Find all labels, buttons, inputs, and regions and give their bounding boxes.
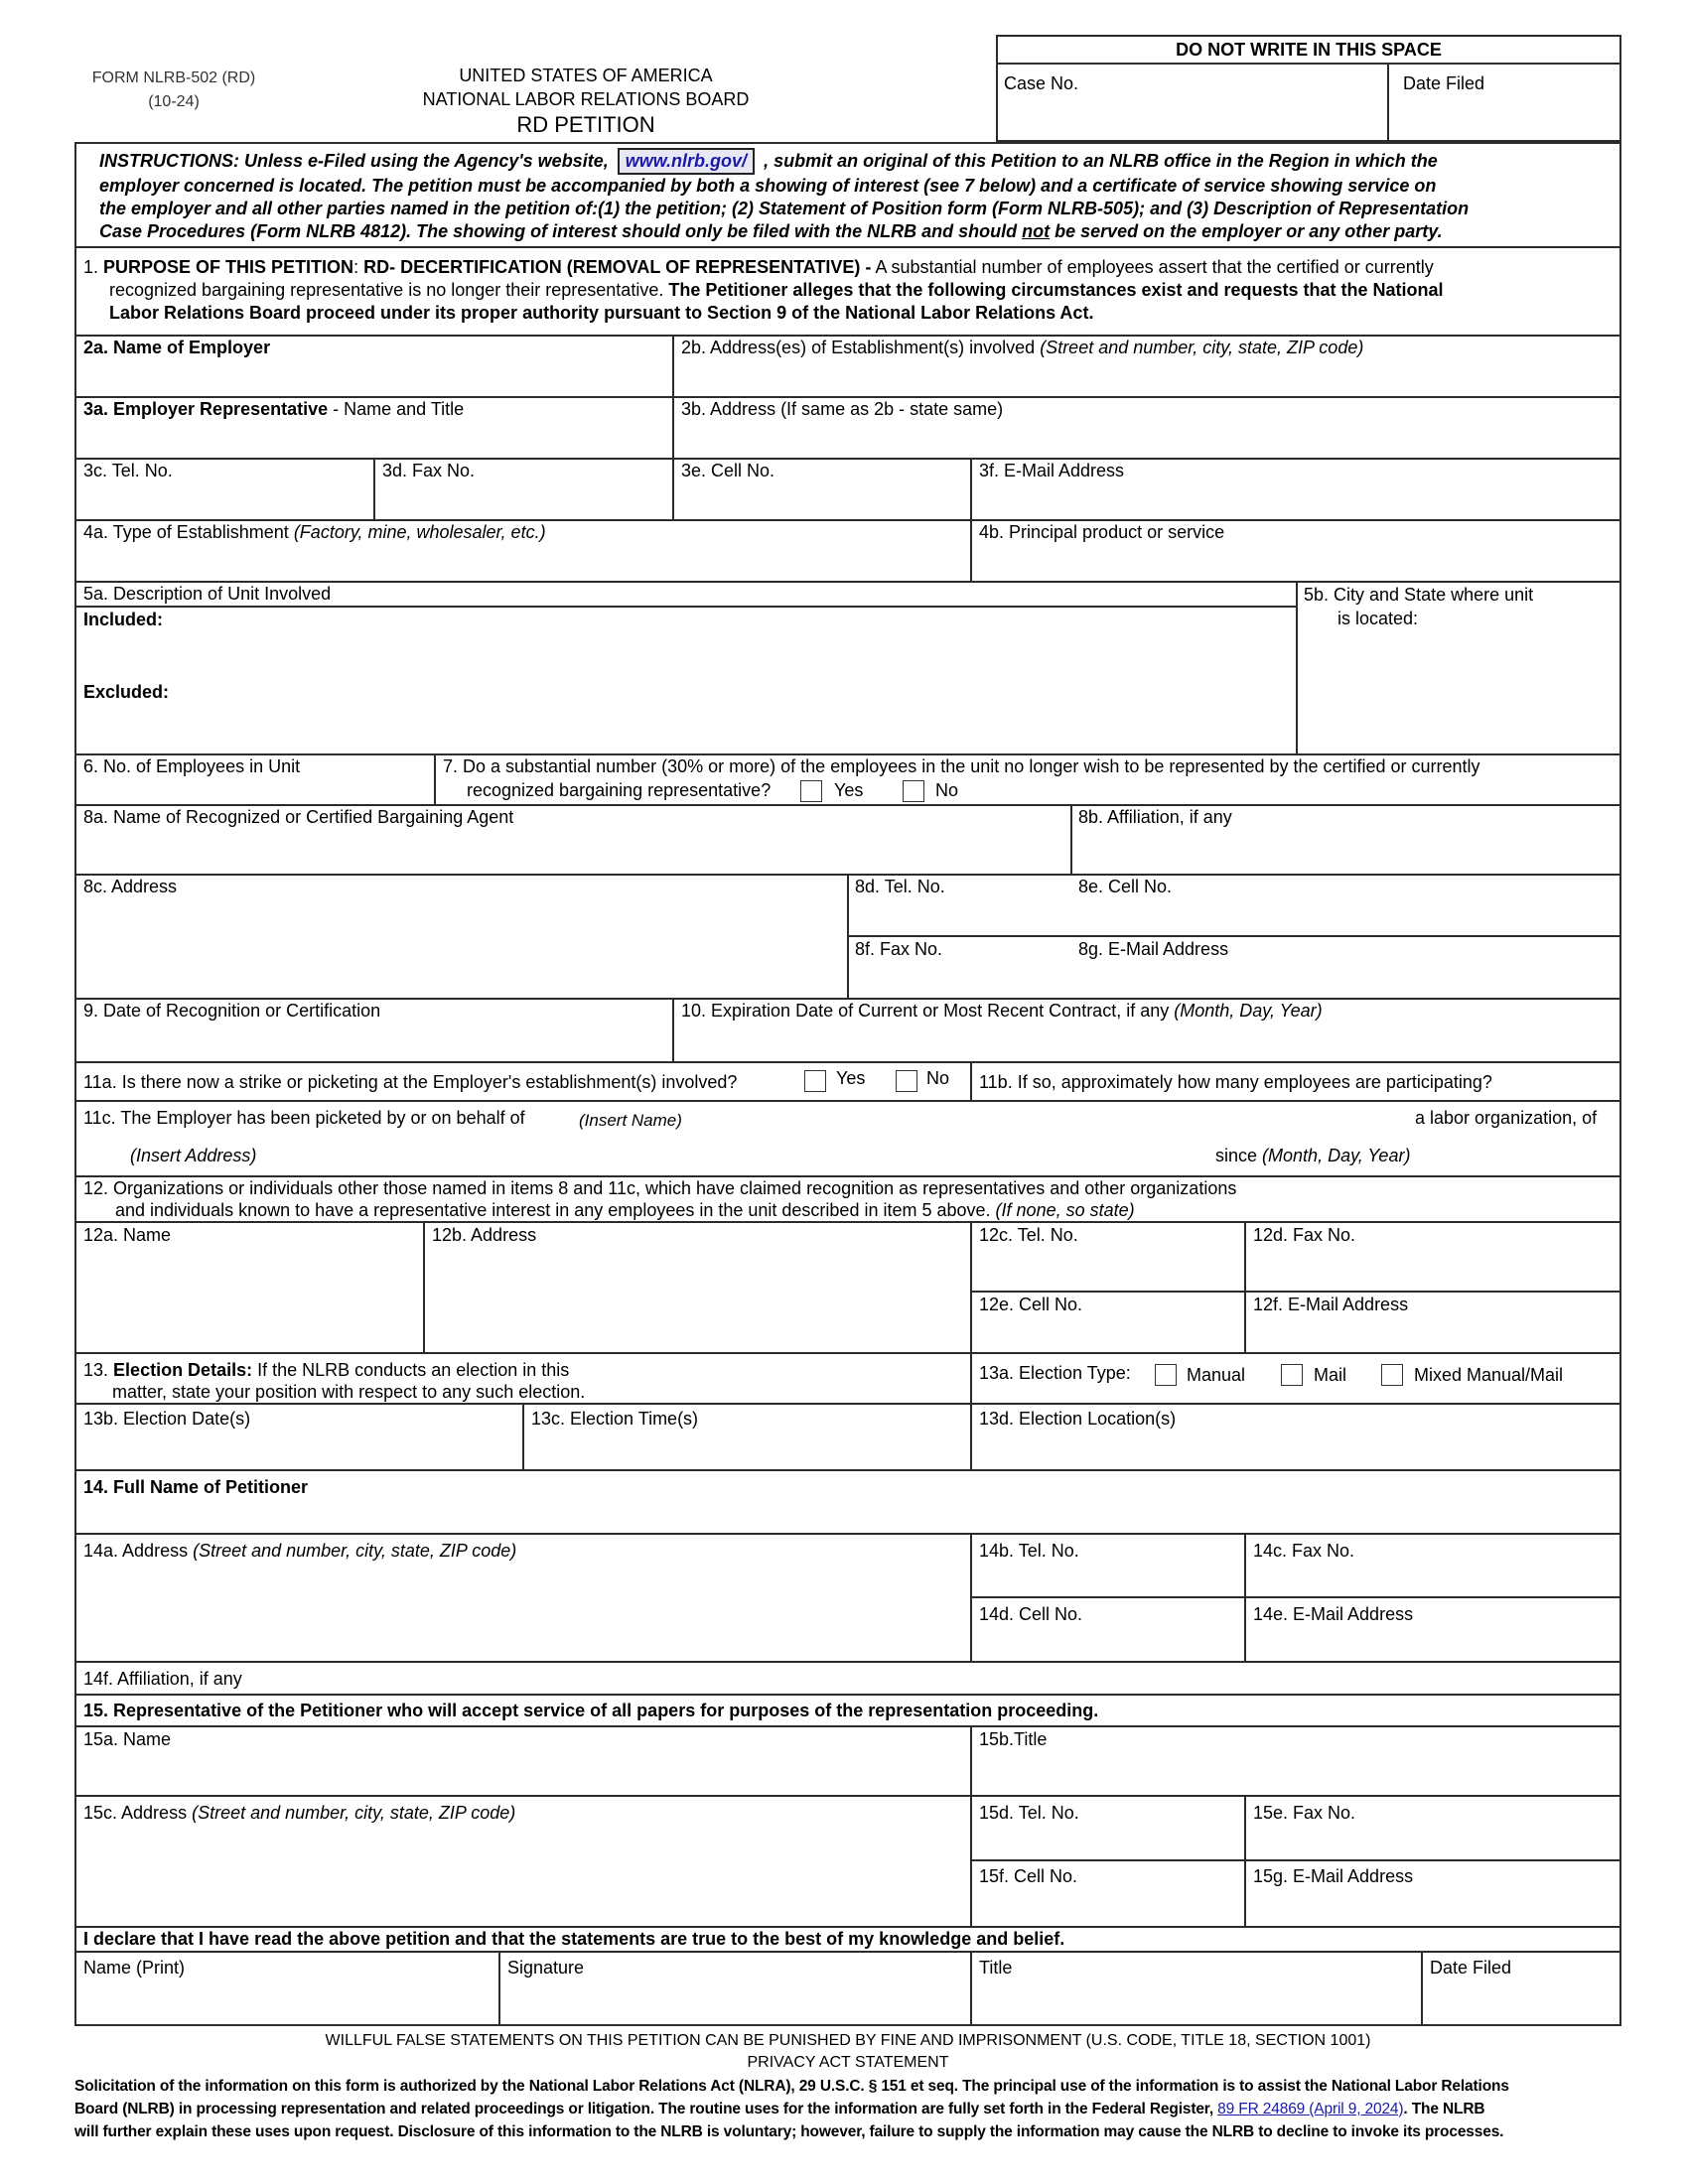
office-date-filed-label: Date Filed: [1403, 73, 1485, 93]
label-15f: 15f. Cell No.: [979, 1866, 1078, 1886]
label-4a: 4a. Type of Establishment: [83, 522, 289, 542]
election-mixed-label: Mixed Manual/Mail: [1414, 1365, 1564, 1385]
petitioner-cell-input[interactable]: [979, 1627, 1241, 1659]
label-3a: 3a. Employer Representative: [83, 399, 329, 419]
label-signature: Signature: [507, 1958, 585, 1978]
label-3f: 3f. E-Mail Address: [979, 461, 1125, 480]
label-8d: 8d. Tel. No.: [855, 877, 945, 896]
label-3e: 3e. Cell No.: [681, 461, 775, 480]
employer-name-input[interactable]: [83, 360, 668, 394]
page-title: RD PETITION: [516, 112, 655, 137]
privacy-line1: Solicitation of the information on this form is authorized by the National Labor Relations Act (NLRA), 29 U.S.C. § 151 et seq. The principal use of the information is to assist the National Labor Relations: [74, 2078, 1509, 2095]
label-3d: 3d. Fax No.: [382, 461, 476, 480]
employer-email-input[interactable]: [979, 483, 1614, 517]
election-date-input[interactable]: [83, 1433, 519, 1466]
q11a-no-label: No: [926, 1068, 950, 1088]
label-14: 14. Full Name of Petitioner: [83, 1477, 309, 1497]
agent-address-input[interactable]: [83, 901, 842, 993]
election-mail-checkbox[interactable]: [1281, 1364, 1303, 1386]
instructions-line3: the employer and all other parties named in the petition of:(1) the petition; (2) Statement of Position form (Form NLRB-505); and (3) Description of Representation: [99, 199, 1470, 218]
label-name-print: Name (Print): [83, 1958, 186, 1978]
agent-fax-input[interactable]: [855, 962, 1067, 996]
purpose-section: [83, 256, 1613, 325]
federal-register-link[interactable]: 89 FR 24869 (April 9, 2024): [1217, 2101, 1404, 2117]
petitioner-address-input[interactable]: [83, 1565, 966, 1658]
employee-count-input[interactable]: [83, 779, 430, 803]
label-13-heading: Election Details:: [113, 1360, 253, 1380]
purpose-colon: :: [353, 257, 359, 277]
representative-name-input[interactable]: [83, 1753, 966, 1791]
purpose-allegation2: Labor Relations Board proceed under its proper authority pursuant to Section 9 of the National Labor Relations Act.: [109, 303, 1094, 323]
purpose-heading: PURPOSE OF THIS PETITION: [103, 257, 354, 277]
q7-no-checkbox[interactable]: [903, 780, 924, 802]
label-14e: 14e. E-Mail Address: [1253, 1604, 1414, 1624]
label-2b-hint: (Street and number, city, state, ZIP code): [1040, 338, 1364, 357]
label-15c: 15c. Address: [83, 1803, 188, 1823]
petitioner-name-input[interactable]: [83, 1501, 1612, 1531]
q11a-yes-label: Yes: [836, 1068, 866, 1088]
instructions: [99, 148, 1609, 243]
employer-fax-input[interactable]: [382, 483, 669, 517]
label-15d: 15d. Tel. No.: [979, 1803, 1079, 1823]
label-12f: 12f. E-Mail Address: [1253, 1295, 1409, 1314]
agent-tel-input[interactable]: [855, 899, 1067, 933]
principal-product-input[interactable]: [979, 545, 1614, 579]
employer-rep-address-input[interactable]: [681, 422, 1614, 456]
label-15c-hint: (Street and number, city, state, ZIP code): [192, 1803, 516, 1823]
label-13a: 13a. Election Type:: [979, 1363, 1131, 1383]
representative-address-input[interactable]: [83, 1827, 966, 1922]
label-15: 15. Representative of the Petitioner who will accept service of all papers for purposes of the representation proceeding.: [83, 1701, 1099, 1720]
label-3c: 3c. Tel. No.: [83, 461, 173, 480]
purpose-number: 1.: [83, 257, 99, 277]
label-11a: 11a. Is there now a strike or picketing at the Employer's establishment(s) involved?: [83, 1072, 738, 1092]
bargaining-agent-name-input[interactable]: [83, 832, 1065, 870]
unit-included-input[interactable]: [83, 632, 1294, 684]
unit-location-input[interactable]: [1304, 635, 1616, 747]
agent-cell-input[interactable]: [1078, 899, 1614, 933]
false-statement-warning: WILLFUL FALSE STATEMENTS ON THIS PETITION CAN BE PUNISHED BY FINE AND IMPRISONMENT (U.S. CODE, TITLE 18, SECTION 1001): [325, 2032, 1371, 2049]
petitioner-fax-input[interactable]: [1253, 1564, 1615, 1595]
label-13c: 13c. Election Time(s): [531, 1409, 699, 1429]
insert-name-hint: (Insert Name): [579, 1111, 682, 1130]
label-5b-line2: is located:: [1337, 609, 1419, 628]
label-12-hint: (If none, so state): [995, 1200, 1135, 1220]
label-12e: 12e. Cell No.: [979, 1295, 1083, 1314]
office-date-filed-input[interactable]: [1403, 97, 1616, 137]
insert-address-hint: (Insert Address): [130, 1146, 257, 1165]
declarant-title-input[interactable]: [979, 1981, 1420, 2023]
label-declaration-date: Date Filed: [1430, 1958, 1512, 1978]
picketing-org-address-input[interactable]: [273, 1140, 1210, 1171]
agency-name: NATIONAL LABOR RELATIONS BOARD: [422, 89, 750, 109]
instructions-line4a: Case Procedures (Form NLRB 4812). The showing of interest should only be filed with the NLRB and should: [99, 221, 1018, 241]
representative-fax-input[interactable]: [1253, 1826, 1615, 1857]
case-no-label: Case No.: [1004, 73, 1079, 93]
label-12-line1: 12. Organizations or individuals other those named in items 8 and 11c, which have claimed recognition as representatives and other organizations: [83, 1178, 1237, 1198]
other-org-tel-input[interactable]: [979, 1249, 1241, 1287]
label-8f: 8f. Fax No.: [855, 939, 943, 959]
q7-no-label: No: [935, 780, 959, 800]
label-13-line1: If the NLRB conducts an election in this: [257, 1360, 570, 1380]
label-4a-hint: (Factory, mine, wholesaler, etc.): [293, 522, 546, 542]
purpose-text2: recognized bargaining representative is no longer their representative.: [109, 280, 664, 300]
label-8c: 8c. Address: [83, 877, 178, 896]
privacy-line3: will further explain these uses upon request. Disclosure of this information to the NLRB is voluntary; however, failure to supply the information may cause the NLRB to decline to invoke its processes.: [74, 2123, 1504, 2140]
label-included: Included:: [83, 610, 163, 629]
q7-yes-checkbox[interactable]: [800, 780, 822, 802]
label-14f: 14f. Affiliation, if any: [83, 1669, 242, 1689]
label-5a: 5a. Description of Unit Involved: [83, 584, 332, 604]
declarant-name-input[interactable]: [83, 1981, 494, 2023]
signature-input[interactable]: [507, 1981, 968, 2023]
declaration-statement: I declare that I have read the above petition and that the statements are true to the best of my knowledge and belief.: [83, 1929, 1065, 1949]
label-13d: 13d. Election Location(s): [979, 1409, 1177, 1429]
label-11c: 11c. The Employer has been picketed by or on behalf of: [83, 1108, 525, 1128]
purpose-allegation1: The Petitioner alleges that the following circumstances exist and requests that the National: [668, 280, 1444, 300]
label-7-line2: recognized bargaining representative?: [467, 780, 772, 800]
label-12c: 12c. Tel. No.: [979, 1225, 1078, 1245]
petitioner-email-input[interactable]: [1253, 1627, 1615, 1659]
label-8a: 8a. Name of Recognized or Certified Bargaining Agent: [83, 807, 514, 827]
instructions-not: not: [1022, 221, 1051, 241]
privacy-line2a: Board (NLRB) in processing representation and related proceedings or litigation. The routine uses for the information are fully set forth in the Federal Register,: [74, 2101, 1213, 2117]
instructions-line4b: be served on the employer or any other party.: [1055, 221, 1443, 241]
label-7-line1: 7. Do a substantial number (30% or more) of the employees in the unit no longer wish to be represented by the certified or currently: [443, 756, 1480, 776]
agent-affiliation-input[interactable]: [1078, 832, 1614, 870]
label-13-line2: matter, state your position with respect to any such election.: [112, 1382, 586, 1402]
q11a-yes-checkbox[interactable]: [804, 1070, 826, 1092]
election-location-input[interactable]: [979, 1433, 1614, 1466]
q7-yes-label: Yes: [834, 780, 864, 800]
nlrb-website-link[interactable]: www.nlrb.gov/: [618, 148, 755, 175]
since-hint: (Month, Day, Year): [1262, 1146, 1411, 1165]
instructions-part1: INSTRUCTIONS: Unless e-Filed using the Agency's website,: [99, 151, 609, 171]
label-14b: 14b. Tel. No.: [979, 1541, 1079, 1561]
label-title: Title: [979, 1958, 1013, 1978]
label-13-number: 13.: [83, 1360, 109, 1380]
label-14c: 14c. Fax No.: [1253, 1541, 1355, 1561]
unit-excluded-input[interactable]: [83, 705, 1294, 751]
representative-email-input[interactable]: [1253, 1890, 1615, 1922]
election-manual-label: Manual: [1187, 1365, 1246, 1385]
representative-tel-input[interactable]: [979, 1826, 1241, 1857]
election-time-input[interactable]: [531, 1433, 967, 1466]
agent-email-input[interactable]: [1078, 962, 1614, 996]
label-11b: 11b. If so, approximately how many employees are participating?: [979, 1072, 1492, 1092]
labor-org-label: a labor organization, of: [1415, 1108, 1598, 1128]
picketing-org-name-input[interactable]: [695, 1104, 1414, 1134]
declaration-date-input[interactable]: [1430, 1981, 1618, 2023]
label-12a: 12a. Name: [83, 1225, 172, 1245]
establishment-address-input[interactable]: [681, 360, 1614, 394]
election-manual-checkbox[interactable]: [1155, 1364, 1177, 1386]
establishment-type-input[interactable]: [83, 545, 966, 579]
petitioner-affiliation-input[interactable]: [288, 1667, 1613, 1693]
other-org-address-input[interactable]: [432, 1249, 967, 1348]
purpose-type: RD- DECERTIFICATION (REMOVAL OF REPRESENTATIVE) -: [363, 257, 872, 277]
contract-expiration-input[interactable]: [681, 1025, 1614, 1059]
employer-representative-input[interactable]: [83, 422, 668, 456]
label-3a-rest: - Name and Title: [333, 399, 465, 419]
label-8g: 8g. E-Mail Address: [1078, 939, 1229, 959]
label-9: 9. Date of Recognition or Certification: [83, 1001, 381, 1021]
label-14a: 14a. Address: [83, 1541, 189, 1561]
label-8b: 8b. Affiliation, if any: [1078, 807, 1232, 827]
label-12b: 12b. Address: [432, 1225, 537, 1245]
privacy-line2b: . The NLRB: [1403, 2101, 1485, 2117]
label-15a: 15a. Name: [83, 1729, 172, 1749]
label-13b: 13b. Election Date(s): [83, 1409, 251, 1429]
label-10: 10. Expiration Date of Current or Most Recent Contract, if any: [681, 1001, 1170, 1021]
label-4b: 4b. Principal product or service: [979, 522, 1225, 542]
employer-tel-input[interactable]: [83, 483, 370, 517]
label-14a-hint: (Street and number, city, state, ZIP code): [193, 1541, 517, 1561]
label-excluded: Excluded:: [83, 682, 170, 702]
employer-cell-input[interactable]: [681, 483, 968, 517]
label-14d: 14d. Cell No.: [979, 1604, 1083, 1624]
office-use-title: DO NOT WRITE IN THIS SPACE: [1176, 40, 1442, 60]
label-12-line2: and individuals known to have a representative interest in any employees in the unit described in item 5 above.: [115, 1200, 991, 1220]
representative-cell-input[interactable]: [979, 1890, 1241, 1922]
label-8e: 8e. Cell No.: [1078, 877, 1173, 896]
country-name: UNITED STATES OF AMERICA: [459, 66, 713, 85]
label-5b-line1: 5b. City and State where unit: [1304, 585, 1534, 605]
label-15b: 15b.Title: [979, 1729, 1048, 1749]
other-org-cell-input[interactable]: [979, 1317, 1241, 1351]
other-org-fax-input[interactable]: [1253, 1249, 1615, 1287]
q11a-no-checkbox[interactable]: [896, 1070, 917, 1092]
label-12d: 12d. Fax No.: [1253, 1225, 1356, 1245]
label-15g: 15g. E-Mail Address: [1253, 1866, 1414, 1886]
instructions-part2: , submit an original of this Petition to an NLRB office in the Region in which the: [764, 151, 1438, 171]
case-no-input[interactable]: [1004, 97, 1385, 137]
recognition-date-input[interactable]: [83, 1025, 668, 1059]
since-label: since: [1215, 1146, 1258, 1165]
other-org-email-input[interactable]: [1253, 1317, 1615, 1351]
form-number: FORM NLRB-502 (RD): [91, 69, 256, 86]
privacy-act-title: PRIVACY ACT STATEMENT: [747, 2054, 949, 2071]
label-2a: 2a. Name of Employer: [83, 338, 271, 357]
election-mixed-checkbox[interactable]: [1381, 1364, 1403, 1386]
instructions-line2: employer concerned is located. The petition must be accompanied by both a showing of interest (see 7 below) and a certificate of service showing service on: [99, 176, 1437, 196]
label-3b: 3b. Address (If same as 2b - state same): [681, 399, 1004, 419]
petitioner-tel-input[interactable]: [979, 1564, 1241, 1595]
label-15e: 15e. Fax No.: [1253, 1803, 1356, 1823]
form-date: (10-24): [148, 93, 200, 110]
election-mail-label: Mail: [1314, 1365, 1347, 1385]
label-2b: 2b. Address(es) of Establishment(s) involved: [681, 338, 1036, 357]
purpose-text1: A substantial number of employees assert that the certified or currently: [875, 257, 1434, 277]
other-org-name-input[interactable]: [83, 1249, 420, 1348]
label-6: 6. No. of Employees in Unit: [83, 756, 301, 776]
label-10-hint: (Month, Day, Year): [1174, 1001, 1323, 1021]
representative-title-input[interactable]: [979, 1753, 1614, 1791]
